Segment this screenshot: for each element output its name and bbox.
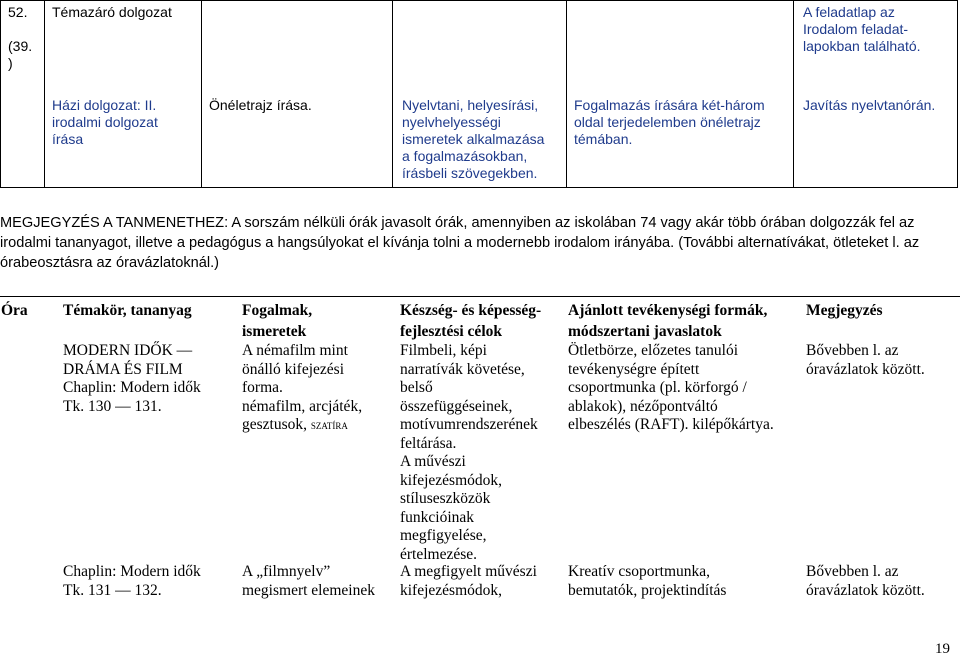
table-border-right (957, 0, 958, 188)
row1-tevekenyseg: Ötletbörze, előzetes tanulói tevékenységre épített csoportmunka (pl. körforgó / ablakok), nézőpontváltó elbeszélés (RAFT). kilépőkártya. (568, 342, 774, 433)
row2-keszseg: A megfigyelt művészi kifejezésmódok, (400, 563, 537, 599)
column-divider (566, 0, 567, 188)
row1-fogalmak-text: A némafilm mint önálló kifejezési forma. némafilm, arcjáték, gesztusok, (242, 342, 363, 433)
header-megjegyzes: Megjegyzés (806, 302, 883, 319)
bottom-table (0, 296, 960, 606)
header-ora: Óra (1, 302, 28, 319)
page-number: 19 (935, 641, 950, 657)
table-border-left (0, 0, 1, 188)
row1-keszseg: Filmbeli, képi narratívák követése, belső összefüggéseinek, motívumrendszerének feltárása. A művészi kifejezésmódok, stíluseszközök funkcióinak megfigyelése, értelmezése. (400, 342, 538, 563)
column-divider (201, 0, 202, 188)
note-text: A feladatlap az Irodalom feladat- lapokban található. (803, 4, 921, 54)
row1-megjegyzes: Bővebben l. az óravázlatok között. (806, 342, 925, 378)
row2-fogalmak: A „filmnyelv” megismert elemeinek (242, 563, 375, 599)
row2-temakor: Chaplin: Modern idők Tk. 131 — 132. (63, 563, 201, 599)
topic-text: Témazáró dolgozat (52, 4, 172, 20)
header-keszseg: Készség- és képesség- fejlesztési célok (400, 302, 542, 340)
topic-text: Házi dolgozat: II. irodalmi dolgozat írása (52, 97, 158, 147)
lesson-number-paren: (39. ) (8, 38, 33, 71)
note-text: Javítás nyelvtanórán. (803, 97, 936, 113)
header-fogalmak: Fogalmak, ismeretek (242, 302, 313, 340)
row2-tevekenyseg: Kreatív csoportmunka, bemutatók, projektindítás (568, 563, 727, 599)
content-text: Önéletrajz írása. (209, 97, 312, 113)
column-divider (793, 0, 794, 188)
column-divider (392, 0, 393, 188)
row1-fogalmak-satire: szatíra (310, 417, 348, 432)
concepts-text: Nyelvtani, helyesírási, nyelvhelyességi ismeretek alkalmazása a fogalmazásokban, írásbeli szövegekben. (402, 97, 545, 181)
top-table (0, 0, 958, 188)
table-border-top (0, 296, 960, 297)
row1-fogalmak (242, 342, 362, 435)
lesson-number: 52. (8, 4, 28, 20)
table-border-top (0, 0, 958, 1)
curriculum-note: MEGJEGYZÉS A TANMENETHEZ: A sorszám nélküli órák javasolt órák, amennyiben az iskolában 74 vagy akár több órában dolgozzák fel az irodalmi tananyagot, illetve a pedagógus a hangsúlyokat el kívánja tolni a modernebb irodalom irányába. (További alternatívákat, ötleteket l. az órabeosztásra az óravázlatoknál.) (0, 215, 920, 271)
goals-text: Fogalmazás írására két-három oldal terjedelemben önéletrajz témában. (574, 97, 765, 147)
table-border-bottom (0, 187, 958, 188)
header-temakor: Témakör, tananyag (63, 302, 192, 319)
header-tevekenyseg: Ajánlott tevékenységi formák, módszertani javaslatok (568, 302, 768, 340)
row1-temakor: MODERN IDŐK — DRÁMA ÉS FILM Chaplin: Modern idők Tk. 130 — 131. (63, 342, 201, 415)
row2-megjegyzes: Bővebben l. az óravázlatok között. (806, 563, 925, 599)
column-divider (44, 0, 45, 188)
